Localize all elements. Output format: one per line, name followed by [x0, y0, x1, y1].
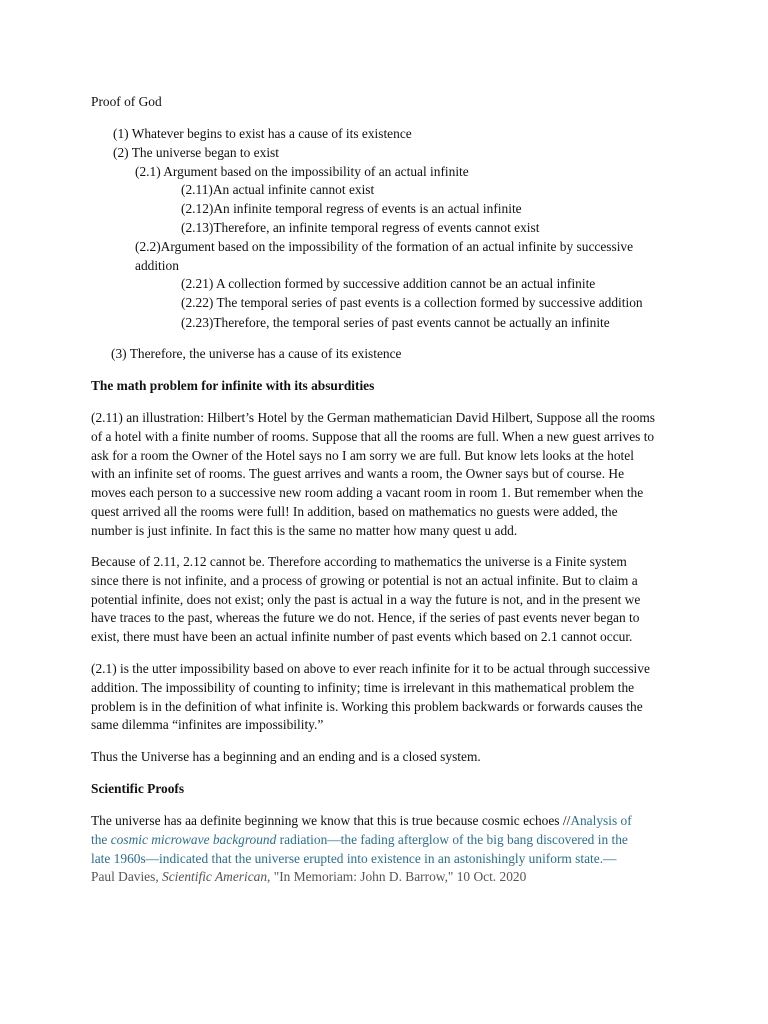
quote-text: the: [91, 832, 111, 847]
quote-line: late 1960s—indicated that the universe erupted into existence in an astonishingly uniform state.—: [91, 851, 617, 866]
premise-2-23: (2.23)Therefore, the temporal series of past events cannot be actually an infinite: [181, 315, 610, 330]
text-line: exist, there must have been an actual infinite number of past events which based on 2.1 cannot occur.: [91, 629, 633, 644]
document-title: Proof of God: [91, 94, 162, 109]
intro-text: The universe has aa definite beginning we know that this is true because cosmic echoes //: [91, 813, 571, 828]
text-line: of a hotel with a finite number of rooms. Suppose that all the rooms are full. When a new guest arrives to: [91, 429, 655, 444]
text-line: number is just infinite. In fact this is the same no matter how many quest u add.: [91, 523, 518, 538]
quote-line: [91, 830, 628, 849]
conclusion-3: (3) Therefore, the universe has a cause of its existence: [111, 346, 402, 361]
text-line: Because of 2.11, 2.12 cannot be. Therefore according to mathematics the universe is a Finite system: [91, 554, 627, 569]
quote-emphasis: cosmic microwave background: [110, 832, 277, 847]
text-line: (2.11) an illustration: Hilbert’s Hotel by the German mathematician David Hilbert, Suppose all the rooms: [91, 410, 656, 425]
text-line: moves each person to a successive new room adding a vacant room in room 1. But remember when the: [91, 485, 644, 500]
quote-text: Analysis of: [570, 813, 632, 828]
premise-2-13: (2.13)Therefore, an infinite temporal regress of events cannot exist: [181, 220, 540, 235]
text-line: since there is not infinite, and a process of growing or potential is not an actual infinite. But to claim a: [91, 573, 638, 588]
quote-text: radiation—the fading afterglow of the big bang discovered in the: [276, 832, 628, 847]
section-heading-scientific-proofs: Scientific Proofs: [91, 781, 185, 796]
citation-details: , "In Memoriam: John D. Barrow," 10 Oct. 2020: [267, 869, 527, 884]
citation-author: Paul Davies,: [91, 869, 163, 884]
premise-2-22: (2.22) The temporal series of past events is a collection formed by successive addition: [181, 295, 643, 310]
argument-2-2-continued: addition: [135, 258, 179, 273]
text-line: potential infinite, does not exist; only the past is actual in a way the future is not, and in the present we: [91, 592, 641, 607]
text-line: with an infinite set of rooms. The guest arrives and wants a room, the Owner says but of course. He: [91, 466, 625, 481]
text-line: have traces to the past, whereas the future we do not. Hence, if the series of past events never began to: [91, 610, 640, 625]
text-line: addition. The impossibility of counting to infinity; time is irrelevant in this mathematical problem the: [91, 680, 635, 695]
text-line: quest arrived all the rooms were full! In addition, based on mathematics no guests were added, the: [91, 504, 618, 519]
premise-2-11: (2.11)An actual infinite cannot exist: [181, 182, 375, 197]
premise-2-21: (2.21) A collection formed by successive addition cannot be an actual infinite: [181, 276, 596, 291]
section-heading-math-problem: The math problem for infinite with its absurdities: [91, 378, 375, 393]
citation-line: [91, 867, 526, 886]
text-line: (2.1) is the utter impossibility based on above to ever reach infinite for it to be actual through successive: [91, 661, 650, 676]
citation-source: Scientific American: [162, 869, 268, 884]
text-line: problem is in the definition of what infinite is. Working this problem backwards or forwards causes the: [91, 699, 643, 714]
text-line: same dilemma “infinites are impossibility.”: [91, 717, 324, 732]
argument-2-2: (2.2)Argument based on the impossibility of the formation of an actual infinite by successive: [135, 239, 634, 254]
argument-2-1: (2.1) Argument based on the impossibility of an actual infinite: [135, 164, 469, 179]
premise-2: (2) The universe began to exist: [113, 145, 279, 160]
premise-1: (1) Whatever begins to exist has a cause of its existence: [113, 126, 412, 141]
premise-2-12: (2.12)An infinite temporal regress of events is an actual infinite: [181, 201, 522, 216]
text-line: ask for a room the Owner of the Hotel says no I am sorry we are full. But know lets looks at the hotel: [91, 448, 634, 463]
text-line: [91, 811, 632, 830]
paragraph-closed-system: Thus the Universe has a beginning and an ending and is a closed system.: [91, 749, 481, 764]
